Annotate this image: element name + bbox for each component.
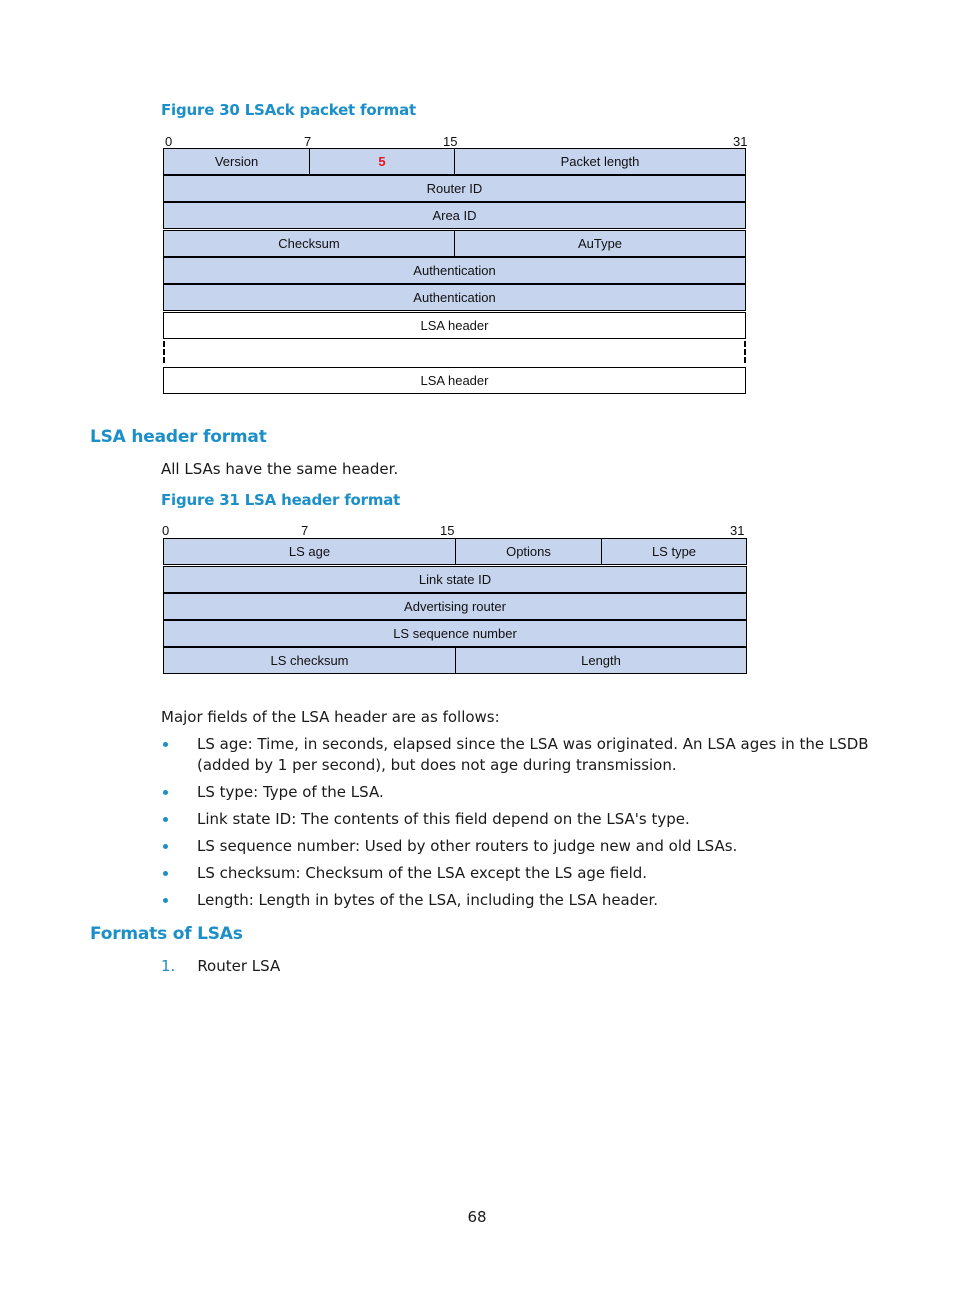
- list-item-text: Router LSA: [197, 957, 281, 975]
- bit-label-7: 7: [304, 134, 312, 149]
- list-number: 1.: [161, 957, 176, 975]
- list-item: [161, 836, 871, 857]
- length-field: Length: [456, 648, 746, 673]
- bullet-icon: [163, 898, 168, 903]
- checksum-row: [163, 230, 746, 257]
- dashed-right-edge: [744, 341, 746, 363]
- bullet-icon: [163, 871, 168, 876]
- authentication-row-2: [163, 284, 746, 311]
- ellipsis-gap: [163, 339, 746, 365]
- ls-age-field: LS age: [164, 539, 456, 564]
- advertising-router-field: Advertising router: [164, 594, 746, 619]
- ls-checksum-row: [163, 647, 747, 674]
- ls-sequence-number-row: [163, 620, 747, 647]
- bit-label-0: 0: [165, 134, 173, 149]
- lsa-header-intro: All LSAs have the same header.: [161, 460, 399, 478]
- version-field: Version: [164, 149, 310, 174]
- section-heading-formats-of-lsas: Formats of LSAs: [90, 924, 243, 944]
- area-id-field: Area ID: [164, 203, 745, 228]
- list-item-text: LS checksum: Checksum of the LSA except the LS age field.: [197, 864, 648, 882]
- advertising-router-row: [163, 593, 747, 620]
- bullet-icon: [163, 742, 168, 747]
- ls-checksum-field: LS checksum: [164, 648, 456, 673]
- router-id-field: Router ID: [164, 176, 745, 201]
- list-item: [161, 863, 871, 884]
- link-state-id-field: Link state ID: [164, 567, 746, 592]
- list-item-text: LS sequence number: Used by other routers to judge new and old LSAs.: [197, 837, 738, 855]
- fields-intro: Major fields of the LSA header are as follows:: [161, 708, 500, 726]
- authentication-field-1: Authentication: [164, 258, 745, 283]
- lsack-row-header: [163, 148, 746, 175]
- dashed-left-edge: [163, 341, 165, 363]
- bit-label-7: 7: [301, 523, 309, 538]
- numbered-list-item: [161, 956, 280, 977]
- options-field: Options: [456, 539, 602, 564]
- figure-30-caption: Figure 30 LSAck packet format: [161, 101, 416, 119]
- authentication-field-2: Authentication: [164, 285, 745, 310]
- bullet-icon: [163, 844, 168, 849]
- lsa-header-field-2: LSA header: [164, 368, 745, 393]
- section-heading-lsa-header-format: LSA header format: [90, 427, 267, 447]
- packet-length-field: Packet length: [455, 149, 745, 174]
- lsa-header-field-1: LSA header: [164, 313, 745, 338]
- list-item-text: Link state ID: The contents of this field depend on the LSA's type.: [197, 810, 690, 828]
- bit-label-0: 0: [162, 523, 170, 538]
- fields-list: [161, 734, 871, 917]
- lsa-header-diagram: [163, 538, 747, 676]
- bit-label-31: 31: [733, 134, 748, 149]
- list-item-text: Length: Length in bytes of the LSA, including the LSA header.: [197, 891, 659, 909]
- lsa-header-row-2: [163, 367, 746, 394]
- type-field: 5: [310, 149, 455, 174]
- ls-sequence-number-field: LS sequence number: [164, 621, 746, 646]
- router-id-row: [163, 175, 746, 202]
- bullet-icon: [163, 817, 168, 822]
- list-item-text: LS type: Type of the LSA.: [197, 783, 384, 801]
- list-item: [161, 782, 871, 803]
- page-number: 68: [467, 1208, 487, 1226]
- list-item: [161, 809, 871, 830]
- area-id-row: [163, 202, 746, 229]
- bullet-icon: [163, 790, 168, 795]
- ls-type-field: LS type: [602, 539, 746, 564]
- lsack-packet-diagram: [163, 148, 746, 395]
- lsa-header-row-1: [163, 312, 746, 339]
- bit-label-15: 15: [443, 134, 458, 149]
- authentication-row-1: [163, 257, 746, 284]
- autype-field: AuType: [455, 231, 745, 256]
- bit-label-15: 15: [440, 523, 455, 538]
- figure-31-caption: Figure 31 LSA header format: [161, 491, 401, 509]
- link-state-id-row: [163, 566, 747, 593]
- list-item-text: LS age: Time, in seconds, elapsed since the LSA was originated. An LSA ages in the LSDB (added by 1 per second), but does not age during transmission.: [197, 735, 869, 774]
- list-item: [161, 734, 871, 776]
- checksum-field: Checksum: [164, 231, 455, 256]
- bit-label-31: 31: [730, 523, 745, 538]
- list-item: [161, 890, 871, 911]
- lsa-row-1: [163, 538, 747, 565]
